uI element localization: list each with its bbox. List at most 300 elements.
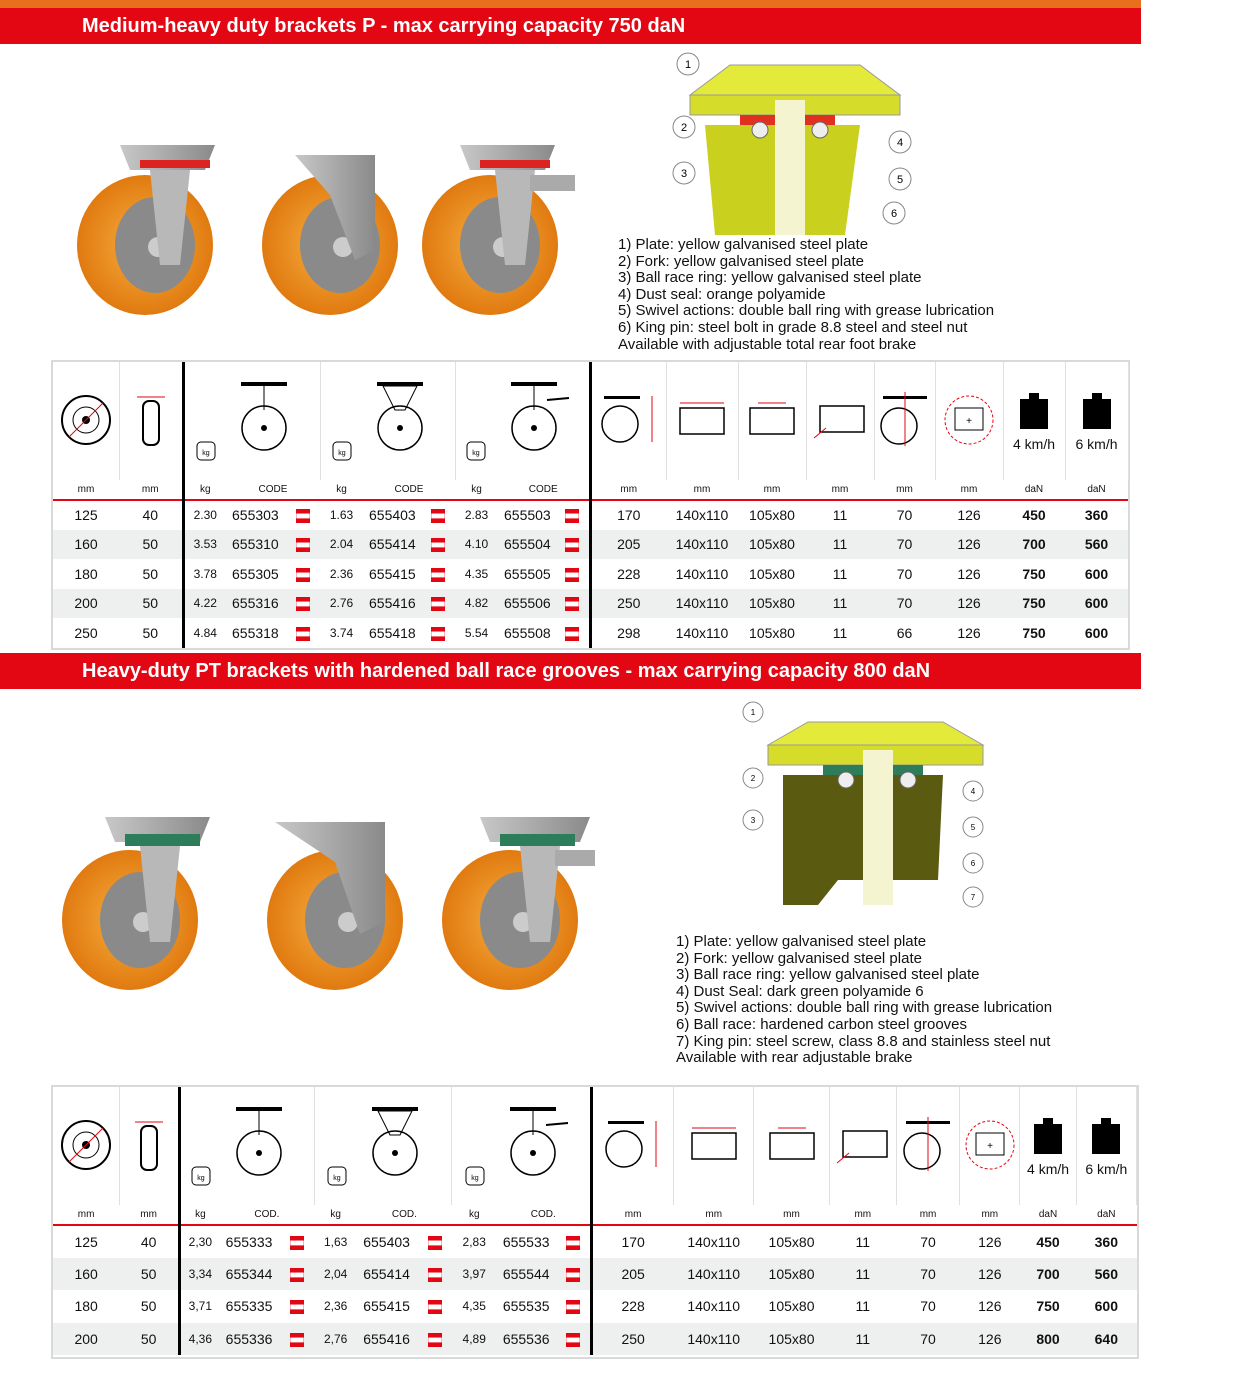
- table-cell: 180: [74, 565, 98, 582]
- swivel-brake-caster-icon: [455, 362, 590, 480]
- svg-text:kg: kg: [202, 449, 210, 457]
- code-cell: [497, 1225, 591, 1258]
- austria-flag-icon: [431, 507, 445, 523]
- swivel-radius-icon: [935, 362, 1003, 480]
- product-code[interactable]: 655336: [225, 1330, 273, 1347]
- austria-flag-icon: [431, 509, 445, 523]
- unit-header: COD.: [497, 1205, 591, 1225]
- product-code[interactable]: 655403: [369, 507, 416, 524]
- unit-header: CODE: [363, 480, 455, 500]
- code-cell: [363, 589, 455, 619]
- swivel-caster-icon: [180, 1087, 315, 1205]
- code-cell: [363, 500, 455, 530]
- table-cell: 126: [935, 589, 1003, 619]
- swivel-caster-image: [77, 145, 215, 315]
- fixed-caster-icon: [314, 1087, 452, 1205]
- feature-item: 4) Dust Seal: dark green polyamide 6: [676, 982, 924, 1000]
- offset-icon: [896, 1087, 959, 1205]
- table-row: [53, 589, 1128, 619]
- unit-header: daN: [1003, 480, 1065, 500]
- unit-header: CODE: [498, 480, 590, 500]
- table-cell: 2,30: [180, 1225, 220, 1258]
- table-cell: 105x80: [749, 565, 795, 582]
- code-cell: [357, 1258, 451, 1291]
- austria-flag-icon: [565, 568, 579, 582]
- code-cell: [497, 1290, 591, 1323]
- weight-icon: [1065, 362, 1128, 480]
- kg-icon: [466, 1167, 484, 1185]
- table-cell: 50: [142, 565, 159, 582]
- product-code[interactable]: 655508: [504, 624, 551, 641]
- callout-1: 1: [750, 708, 756, 717]
- unit-header: mm: [874, 480, 935, 500]
- austria-flag-icon: [428, 1331, 442, 1347]
- table-row: [53, 1290, 1137, 1323]
- table-cell: 200: [53, 1323, 119, 1356]
- code-cell: [498, 589, 590, 619]
- table-cell: 800: [1020, 1323, 1076, 1356]
- product-code[interactable]: 655506: [504, 595, 551, 612]
- kg-icon: [333, 442, 351, 460]
- svg-text:kg: kg: [471, 1174, 479, 1182]
- unit-header: mm: [666, 480, 738, 500]
- product-code[interactable]: 655414: [363, 1265, 410, 1282]
- table-cell: 50: [142, 624, 159, 641]
- section1-title: Medium-heavy duty brackets P - max carrying capacity 750 daN: [0, 8, 1141, 44]
- table-cell: 160: [53, 530, 119, 560]
- code-cell: [220, 1323, 314, 1356]
- table-cell: 70: [874, 530, 935, 560]
- unit-header: COD.: [357, 1205, 451, 1225]
- austria-flag-icon: [566, 1268, 580, 1282]
- table-cell: 205: [591, 1258, 673, 1291]
- code-cell: [226, 530, 320, 560]
- table-cell: 5.54: [464, 625, 489, 640]
- table-cell: 4.82: [455, 589, 498, 619]
- table-row: [53, 1258, 1137, 1291]
- callout-2: 2: [750, 774, 756, 783]
- code-cell: [357, 1323, 451, 1356]
- code-cell: [220, 1258, 314, 1291]
- table-cell: 11: [855, 1233, 871, 1250]
- table-cell: 700: [1003, 530, 1065, 560]
- code-cell: [498, 530, 590, 560]
- table-cell: 2.04: [320, 530, 363, 560]
- code-cell: [363, 559, 455, 589]
- product-code[interactable]: 655536: [502, 1330, 550, 1347]
- austria-flag-icon: [290, 1236, 304, 1250]
- table-cell: 126: [978, 1233, 1002, 1250]
- code-cell: [357, 1225, 451, 1258]
- table-cell: 2.30: [183, 500, 226, 530]
- kg-icon: [197, 442, 215, 460]
- svg-text:kg: kg: [472, 449, 480, 457]
- hole-spacing-icon: [738, 362, 806, 480]
- code-cell: [497, 1258, 591, 1291]
- table-cell: 4.84: [183, 618, 226, 648]
- table-row: [53, 559, 1128, 589]
- unit-header: daN: [1020, 1205, 1076, 1225]
- table-cell: 160: [53, 1258, 119, 1291]
- callout-5: 5: [970, 823, 976, 832]
- product-code[interactable]: 655316: [232, 595, 279, 612]
- total-height-icon: [590, 362, 666, 480]
- feature-item: 3) Ball race ring: yellow galvanised steel plate: [618, 269, 922, 287]
- austria-flag-icon: [428, 1298, 442, 1314]
- table-cell: 105x80: [749, 624, 795, 641]
- product-code[interactable]: 655535: [502, 1298, 550, 1315]
- unit-header: daN: [1076, 1205, 1136, 1225]
- austria-flag-icon: [565, 597, 579, 611]
- table-cell: 126: [978, 1298, 1002, 1315]
- section1-spec-table: [51, 360, 1130, 650]
- unit-header: kg: [314, 1205, 357, 1225]
- austria-flag-icon: [431, 595, 445, 611]
- austria-flag-icon: [290, 1268, 304, 1282]
- table-cell: 125: [74, 1233, 98, 1250]
- table-cell: 600: [1084, 624, 1109, 641]
- wheel-diameter-icon: [53, 362, 119, 480]
- table-cell: 11: [832, 624, 848, 641]
- table-cell: 360: [1094, 1233, 1118, 1250]
- austria-flag-icon: [296, 625, 310, 641]
- total-height-icon: [591, 1087, 673, 1205]
- austria-flag-icon: [566, 1298, 580, 1314]
- unit-header: mm: [591, 1205, 673, 1225]
- callout-5: 5: [896, 174, 904, 186]
- table-cell: 140x110: [675, 507, 729, 524]
- bolt-hole-icon: [829, 1087, 896, 1205]
- table-cell: 105x80: [754, 1258, 829, 1291]
- table-cell: 600: [1084, 565, 1109, 582]
- unit-header: mm: [674, 1205, 754, 1225]
- feature-item: Available with adjustable total rear foot brake: [618, 335, 917, 353]
- code-cell: [363, 530, 455, 560]
- swivel-caster-icon: [183, 362, 320, 480]
- section2-features: [676, 934, 1052, 1067]
- swivel-radius-icon: [960, 1087, 1020, 1205]
- table-cell: 2.76: [320, 589, 363, 619]
- table-cell: 750: [1036, 1298, 1060, 1315]
- table-cell: 4.10: [455, 530, 498, 560]
- table-cell: 4,35: [462, 1299, 486, 1314]
- table-cell: 70: [920, 1233, 936, 1250]
- section1-features: [618, 237, 994, 353]
- table-cell: 298: [590, 618, 666, 648]
- austria-flag-icon: [431, 568, 445, 582]
- table-cell: 2.83: [464, 508, 489, 523]
- table-cell: 250: [74, 624, 98, 641]
- austria-flag-icon: [290, 1331, 304, 1347]
- table-cell: 50: [119, 1258, 179, 1291]
- code-cell: [498, 500, 590, 530]
- table-cell: 2,76: [314, 1323, 357, 1356]
- feature-item: 3) Ball race ring: yellow galvanised steel plate: [676, 966, 980, 984]
- feature-item: 6) King pin: steel bolt in grade 8.8 steel and steel nut: [618, 318, 968, 336]
- austria-flag-icon: [565, 509, 579, 523]
- table-cell: 140x110: [674, 1323, 754, 1356]
- plate-size-icon: [666, 362, 738, 480]
- svg-text:kg: kg: [337, 449, 346, 457]
- feature-item: 2) Fork: yellow galvanised steel plate: [676, 949, 922, 967]
- unit-header: mm: [119, 480, 183, 500]
- table-cell: 126: [957, 507, 981, 524]
- table-cell: 126: [957, 565, 981, 582]
- table-cell: 140x110: [666, 530, 738, 560]
- table-cell: 50: [119, 530, 183, 560]
- product-code[interactable]: 655414: [369, 536, 416, 553]
- table-cell: 205: [590, 530, 666, 560]
- product-code[interactable]: 655503: [504, 507, 551, 524]
- code-cell: [220, 1290, 314, 1323]
- product-code[interactable]: 655416: [363, 1330, 410, 1347]
- austria-flag-icon: [290, 1333, 304, 1347]
- unit-header: mm: [806, 480, 874, 500]
- austria-flag-icon: [431, 625, 445, 641]
- table-cell: 70: [896, 1323, 959, 1356]
- table-cell: 126: [960, 1258, 1020, 1291]
- section2-cutaway-diagram: [738, 700, 998, 915]
- unit-header: mm: [590, 480, 666, 500]
- feature-item: 5) Swivel actions: double ball ring with grease lubrication: [618, 302, 995, 320]
- table-cell: 2.36: [329, 566, 354, 581]
- feature-item: 1) Plate: yellow galvanised steel plate: [676, 933, 927, 950]
- product-code[interactable]: 655344: [225, 1265, 273, 1282]
- callout-4: 4: [896, 137, 904, 149]
- product-code[interactable]: 655403: [363, 1233, 410, 1250]
- table-cell: 125: [74, 507, 98, 524]
- table-cell: 750: [1022, 624, 1046, 641]
- table-cell: 600: [1065, 589, 1128, 619]
- table-cell: 11: [806, 589, 874, 619]
- bolt-hole-icon: [806, 362, 874, 480]
- table-cell: 105x80: [768, 1298, 815, 1315]
- svg-text:kg: kg: [333, 1174, 341, 1182]
- feature-item: 4) Dust seal: orange polyamide: [618, 285, 826, 303]
- austria-flag-icon: [290, 1266, 304, 1282]
- callout-6: 6: [890, 208, 898, 220]
- product-code[interactable]: 655415: [369, 565, 416, 582]
- callout-3: 3: [680, 168, 688, 180]
- callout-1: 1: [684, 59, 692, 71]
- kg-icon: [192, 1167, 210, 1185]
- austria-flag-icon: [296, 538, 310, 552]
- table-row: [53, 1225, 1137, 1258]
- table-cell: 140x110: [674, 1258, 754, 1291]
- feature-item: 2) Fork: yellow galvanised steel plate: [618, 252, 864, 270]
- product-code[interactable]: 655533: [502, 1233, 550, 1250]
- table-row: [53, 618, 1128, 648]
- product-code[interactable]: 655333: [225, 1233, 273, 1250]
- unit-header: mm: [53, 1205, 119, 1225]
- table-cell: 66: [896, 624, 913, 641]
- section1-casters-photo: [70, 135, 590, 315]
- table-cell: 3.74: [329, 625, 354, 640]
- unit-header: mm: [53, 480, 119, 500]
- product-code[interactable]: 655303: [232, 507, 279, 524]
- product-code[interactable]: 655305: [232, 565, 279, 582]
- svg-text:+: +: [986, 1140, 993, 1152]
- product-code[interactable]: 655415: [363, 1298, 410, 1315]
- table-cell: 11: [832, 565, 848, 582]
- feature-item: 1) Plate: yellow galvanised steel plate: [618, 236, 869, 253]
- table-cell: 70: [920, 1298, 936, 1315]
- table-cell: 640: [1076, 1323, 1136, 1356]
- austria-flag-icon: [431, 538, 445, 552]
- austria-flag-icon: [296, 507, 310, 523]
- weight-icon: [1003, 362, 1065, 480]
- svg-text:kg: kg: [197, 1174, 205, 1182]
- table-cell: 4.35: [464, 566, 489, 581]
- austria-flag-icon: [565, 627, 579, 641]
- swivel-brake-caster-icon: [452, 1087, 592, 1205]
- product-code[interactable]: 655318: [232, 624, 279, 641]
- table-cell: 140x110: [687, 1298, 741, 1315]
- table-cell: 360: [1084, 507, 1109, 524]
- austria-flag-icon: [296, 566, 310, 582]
- hole-spacing-icon: [754, 1087, 829, 1205]
- code-cell: [363, 618, 455, 648]
- unit-header: mm: [935, 480, 1003, 500]
- feature-item: 7) King pin: steel screw, class 8.8 and stainless steel nut: [676, 1032, 1051, 1050]
- austria-flag-icon: [428, 1300, 442, 1314]
- swivel-caster-image: [62, 817, 210, 990]
- table-cell: 4.22: [183, 589, 226, 619]
- speed-label-4kmh: 4 km/h: [1012, 435, 1055, 452]
- table-cell: 140x110: [675, 565, 729, 582]
- table-cell: 40: [142, 507, 159, 524]
- austria-flag-icon: [290, 1300, 304, 1314]
- callout-6: 6: [970, 859, 976, 868]
- table-cell: 750: [1003, 589, 1065, 619]
- table-cell: 1.63: [329, 508, 354, 523]
- svg-text:+: +: [966, 415, 972, 427]
- unit-header: mm: [960, 1205, 1020, 1225]
- austria-flag-icon: [565, 566, 579, 582]
- code-cell: [357, 1290, 451, 1323]
- table-cell: 50: [119, 1323, 179, 1356]
- table-cell: 2,36: [323, 1299, 348, 1314]
- table-row: [53, 530, 1128, 560]
- unit-header: daN: [1065, 480, 1128, 500]
- unit-header: kg: [180, 1205, 220, 1225]
- product-code[interactable]: 655335: [225, 1298, 273, 1315]
- austria-flag-icon: [566, 1236, 580, 1250]
- table-cell: 11: [806, 530, 874, 560]
- callout-3: 3: [750, 816, 756, 825]
- unit-header: mm: [896, 1205, 959, 1225]
- table-cell: 50: [119, 589, 183, 619]
- plate-size-icon: [674, 1087, 754, 1205]
- table-cell: 4,36: [180, 1323, 220, 1356]
- fixed-caster-icon: [320, 362, 455, 480]
- table-cell: 105x80: [754, 1323, 829, 1356]
- product-code[interactable]: 655544: [502, 1265, 550, 1282]
- unit-header: mm: [738, 480, 806, 500]
- offset-icon: [874, 362, 935, 480]
- austria-flag-icon: [566, 1234, 580, 1250]
- unit-header: mm: [754, 1205, 829, 1225]
- fixed-caster-image: [262, 155, 398, 315]
- fixed-caster-image: [267, 822, 403, 990]
- code-cell: [226, 589, 320, 619]
- table-cell: 50: [140, 1298, 157, 1315]
- table-cell: 450: [1022, 507, 1046, 524]
- table-cell: 11: [829, 1323, 896, 1356]
- wheel-width-icon: [119, 1087, 179, 1205]
- table-cell: 228: [591, 1290, 673, 1323]
- austria-flag-icon: [290, 1234, 304, 1250]
- code-cell: [226, 500, 320, 530]
- austria-flag-icon: [428, 1333, 442, 1347]
- callout-2: 2: [680, 122, 688, 134]
- code-cell: [220, 1225, 314, 1258]
- austria-flag-icon: [565, 538, 579, 552]
- table-cell: 105x80: [738, 589, 806, 619]
- product-code[interactable]: 655418: [369, 624, 416, 641]
- table-cell: 170: [591, 1225, 673, 1258]
- austria-flag-icon: [566, 1333, 580, 1347]
- table-cell: 70: [874, 589, 935, 619]
- austria-flag-icon: [565, 625, 579, 641]
- austria-flag-icon: [566, 1300, 580, 1314]
- product-code[interactable]: 655416: [369, 595, 416, 612]
- product-code[interactable]: 655310: [232, 536, 279, 553]
- table-cell: 140x110: [666, 589, 738, 619]
- austria-flag-icon: [431, 627, 445, 641]
- unit-header: CODE: [226, 480, 320, 500]
- unit-header: kg: [183, 480, 226, 500]
- table-cell: 140x110: [687, 1233, 741, 1250]
- austria-flag-icon: [290, 1298, 304, 1314]
- table-cell: 105x80: [768, 1233, 815, 1250]
- section2-title: Heavy-duty PT brackets with hardened ball race grooves - max carrying capacity 800 daN: [0, 653, 1141, 689]
- table-cell: 105x80: [749, 507, 795, 524]
- austria-flag-icon: [565, 595, 579, 611]
- swivel-brake-caster-image: [442, 817, 595, 990]
- austria-flag-icon: [428, 1268, 442, 1282]
- unit-header: kg: [452, 1205, 497, 1225]
- table-cell: 40: [140, 1233, 157, 1250]
- table-cell: 750: [1022, 565, 1046, 582]
- table-cell: 560: [1076, 1258, 1136, 1291]
- table-row: [53, 500, 1128, 530]
- austria-flag-icon: [296, 536, 310, 552]
- table-cell: 105x80: [738, 530, 806, 560]
- code-cell: [498, 618, 590, 648]
- table-cell: 180: [74, 1298, 98, 1315]
- table-cell: 70: [896, 1258, 959, 1291]
- code-cell: [497, 1323, 591, 1356]
- code-cell: [226, 559, 320, 589]
- austria-flag-icon: [296, 597, 310, 611]
- product-code[interactable]: 655504: [504, 536, 551, 553]
- austria-flag-icon: [296, 568, 310, 582]
- austria-flag-icon: [431, 536, 445, 552]
- table-cell: 250: [591, 1323, 673, 1356]
- table-cell: 560: [1065, 530, 1128, 560]
- table-cell: 450: [1036, 1233, 1060, 1250]
- table-cell: 126: [935, 530, 1003, 560]
- feature-item: 6) Ball race: hardened carbon steel grooves: [676, 1015, 968, 1033]
- austria-flag-icon: [296, 627, 310, 641]
- table-row: [53, 1323, 1137, 1356]
- austria-flag-icon: [565, 536, 579, 552]
- unit-header: COD.: [220, 1205, 314, 1225]
- unit-header: kg: [320, 480, 363, 500]
- table-cell: 3,71: [180, 1290, 220, 1323]
- product-code[interactable]: 655505: [504, 565, 551, 582]
